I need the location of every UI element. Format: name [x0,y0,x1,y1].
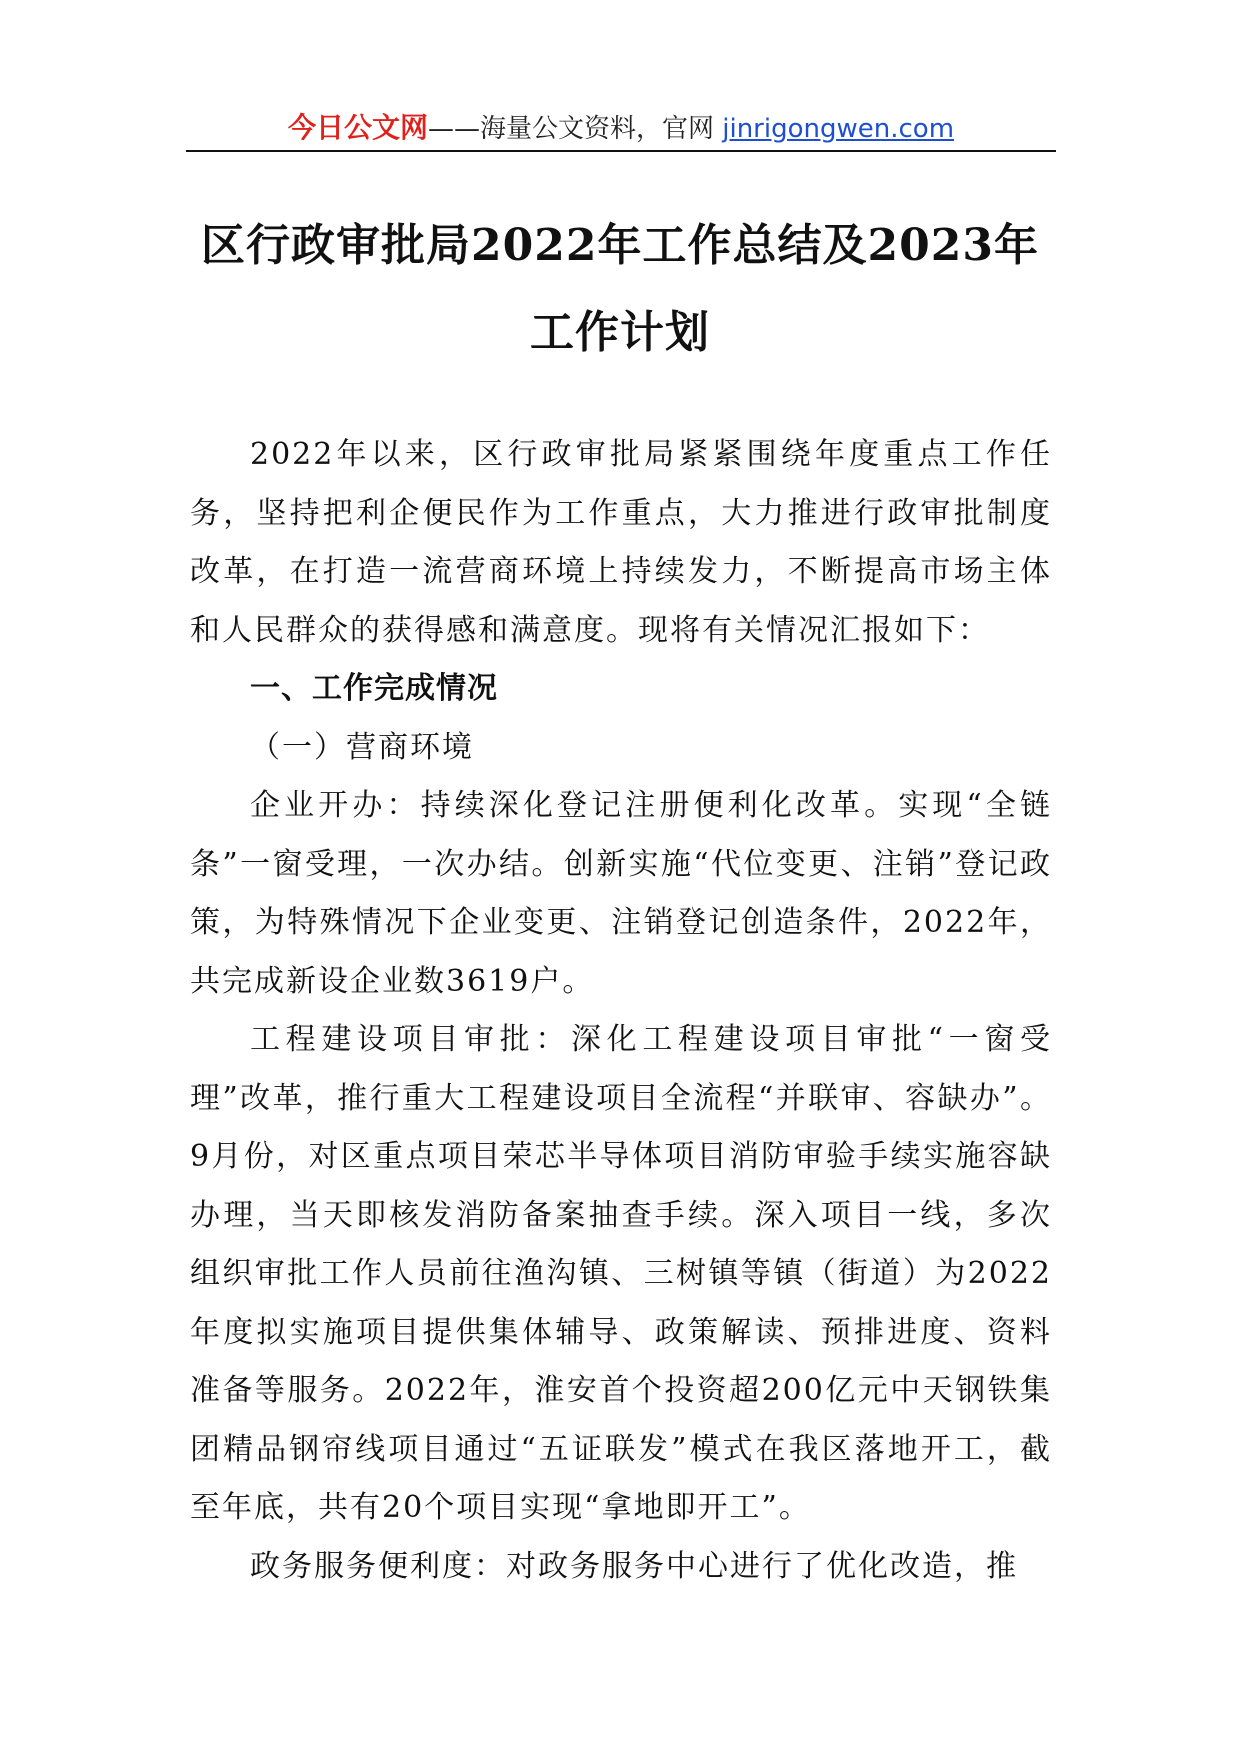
title-line-2: 工作计划 [530,307,710,358]
document-body [190,426,1052,1596]
section-heading: 一、工作完成情况 [250,671,498,706]
header-divider [186,150,1056,152]
title-line-1: 区行政审批局2022年工作总结及2023年 [201,220,1039,271]
subsection-heading: （一）营商环境 [250,729,474,765]
paragraph-enterprise: 企业开办：持续深化登记注册便利化改革。实现“全链条”一窗受理，一次办结。创新实施“代位变更、注销”登记政策，为特殊情况下企业变更、注销登记创造条件，2022年，共完成新设企业数3619户。 [190,788,1052,999]
site-header [186,106,1056,150]
header-tagline: ——海量公文资料，官网 [427,114,723,144]
intro-paragraph: 2022年以来，区行政审批局紧紧围绕年度重点工作任务，坚持把利企便民作为工作重点，大力推进行政审批制度改革，在打造一流营商环境上持续发力，不断提高市场主体和人民群众的获得感和满意度。现将有关情况汇报如下： [190,437,1052,648]
document-title [160,202,1080,376]
paragraph-service: 政务服务便利度：对政务服务中心进行了优化改造，推 [250,1548,1018,1584]
brand-name: 今日公文网 [287,111,428,144]
site-link[interactable]: jinrigongwen.com [722,114,955,144]
paragraph-construction: 工程建设项目审批：深化工程建设项目审批“一窗受理”改革，推行重大工程建设项目全流程“并联审、容缺办”。9月份，对区重点项目荣芯半导体项目消防审验手续实施容缺办理，当天即核发消防备案抽查手续。深入项目一线，多次组织审批工作人员前往渔沟镇、三树镇等镇（街道）为2022年度拟实施项目提供集体辅导、政策解读、预排进度、资料准备等服务。2022年，淮安首个投资超200亿元中天钢铁集团精品钢帘线项目通过“五证联发”模式在我区落地开工，截至年底，共有20个项目实现“拿地即开工”。 [190,1022,1052,1525]
